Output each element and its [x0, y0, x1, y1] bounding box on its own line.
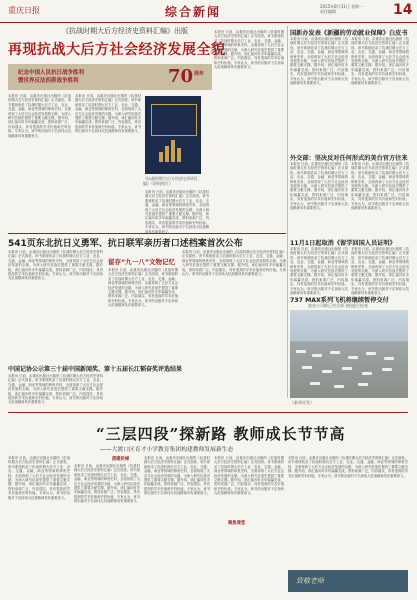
- banner-text: 纪念中国人民抗日战争胜利 暨世界反法西斯战争胜利: [18, 70, 85, 84]
- photo-credit: （新华社发）: [290, 400, 314, 405]
- right-item2-headline: 外交部：坚决反对任何形式的美台官方往来: [290, 155, 408, 162]
- right-item3-body-a: 本报讯 日前，由重庆出版社出版的《抗战时期大后方经济史资料汇编》正式面世。该书系统收录了抗战时期大后方工业、农业、交通、金融、商业等领域的珍贵史料，全面再现了大后方社会经济发展的全貌，为深入研究抗战史提供了重要文献支撑。据介绍，该汇编历时多年编纂完成，资料来源广泛，内容翔实，具有很高的学术价值和史料价值。专家认为，该书的出版对于弘扬伟大抗战精神具有重要意义。: [290, 247, 348, 296]
- lead-kicker: 《抗战时期大后方经济史资料汇编》出版: [62, 27, 188, 35]
- lead-body-col2: 本报讯 日前，由重庆出版社出版的《抗战时期大后方经济史资料汇编》正式面世。该书系统收录了抗战时期大后方工业、农业、交通、金融、商业等领域的珍贵史料，全面再现了大后方社会经济发展的全貌，为深入研究抗战史提供了重要文献支撑。据介绍，该汇编历时多年编纂完成，资料来源广泛，内容翔实，具有很高的学术价值和史料价值。专家认为，该书的出版对于弘扬伟大抗战精神具有重要意义。: [75, 94, 141, 134]
- paper-name: 重庆日报: [8, 6, 40, 15]
- right-item4-headline: 737 MAX系列飞机将继续暂停交付: [290, 297, 389, 304]
- article4-body: 本报讯 日前，由重庆出版社出版的《抗战时期大后方经济史资料汇编》正式面世。该书系统收录了抗战时期大后方工业、农业、交通、金融、商业等领域的珍贵史料，全面再现了大后方社会经济发展的全貌，为深入研究抗战史提供了重要文献支撑。据介绍，该汇编历时多年编纂完成，资料来源广泛，内容翔实，具有很高的学术价值和史料价值。专家认为，该书的出版对于弘扬伟大抗战精神具有重要意义。: [8, 374, 103, 405]
- column-rule: [287, 26, 288, 398]
- right-item2-body-a: 本报讯 日前，由重庆出版社出版的《抗战时期大后方经济史资料汇编》正式面世。该书系统收录了抗战时期大后方工业、农业、交通、金融、商业等领域的珍贵史料，全面再现了大后方社会经济发展的全貌，为深入研究抗战史提供了重要文献支撑。据介绍，该汇编历时多年编纂完成，资料来源广泛，内容翔实，具有很高的学术价值和史料价值。专家认为，该书的出版对于弘扬伟大抗战精神具有重要意义。: [290, 162, 348, 211]
- article4-headline: 中国记协公示第三十届中国新闻奖、第十五届长江韬奋奖评选结果: [8, 366, 183, 373]
- feature-divider: [8, 412, 408, 413]
- issue-date: 2015年8月31日 星期一 责任编辑: [320, 4, 364, 14]
- banner-number: 70: [168, 66, 194, 87]
- feature-body-col1: 本报讯 日前，由重庆出版社出版的《抗战时期大后方经济史资料汇编》正式面世。该书系统收录了抗战时期大后方工业、农业、交通、金融、商业等领域的珍贵史料，全面再现了大后方社会经济发展的全貌，为深入研究抗战史提供了重要文献支撑。据介绍，该汇编历时多年编纂完成，资料来源广泛，内容翔实，具有很高的学术价值和史料价值。专家认为，该书的出版对于弘扬伟大抗战精神具有重要意义。: [8, 456, 70, 500]
- divider: [8, 233, 286, 234]
- right-item4-subheadline: 波音公司称已对全部飞机进行检查: [308, 303, 368, 308]
- anniversary-banner: [8, 64, 212, 90]
- banner-suffix: 周年: [194, 71, 205, 77]
- footer-ad: [288, 570, 408, 592]
- lead-body-col4: 本报讯 日前，由重庆出版社出版的《抗战时期大后方经济史资料汇编》正式面世。该书系统收录了抗战时期大后方工业、农业、交通、金融、商业等领域的珍贵史料，全面再现了大后方社会经济发展的全貌，为深入研究抗战史提供了重要文献支撑。据介绍，该汇编历时多年编纂完成，资料来源广泛，内容翔实，具有很高的学术价值和史料价值。专家认为，该书的出版对于弘扬伟大抗战精神具有重要意义。: [214, 30, 284, 70]
- book-cover-image: [145, 96, 201, 174]
- article2-headline: 541页东北抗日义勇军、抗日联军亲历者口述档案首次公布: [8, 239, 243, 249]
- feature-subhead-2: 聚焦课堂: [228, 521, 246, 526]
- right-item3-headline: 11月1日起取消《留学回国人员证明》: [290, 240, 396, 247]
- right-item1-headline: 国新办发表《新疆的劳动就业保障》白皮书: [290, 30, 408, 37]
- right-item2-body-b: 本报讯 日前，由重庆出版社出版的《抗战时期大后方经济史资料汇编》正式面世。该书系统收录了抗战时期大后方工业、农业、交通、金融、商业等领域的珍贵史料，全面再现了大后方社会经济发展的全貌，为深入研究抗战史提供了重要文献支撑。据介绍，该汇编历时多年编纂完成，资料来源广泛，内容翔实，具有很高的学术价值和史料价值。专家认为，该书的出版对于弘扬伟大抗战精神具有重要意义。: [351, 162, 409, 211]
- masthead: [0, 0, 417, 23]
- right-item1-body-b: 本报讯 日前，由重庆出版社出版的《抗战时期大后方经济史资料汇编》正式面世。该书系统收录了抗战时期大后方工业、农业、交通、金融、商业等领域的珍贵史料，全面再现了大后方社会经济发展的全貌，为深入研究抗战史提供了重要文献支撑。据介绍，该汇编历时多年编纂完成，资料来源广泛，内容翔实，具有很高的学术价值和史料价值。专家认为，该书的出版对于弘扬伟大抗战精神具有重要意义。: [351, 37, 409, 86]
- parked-planes-photo: [290, 310, 408, 398]
- feature-body-col2: 本报讯 日前，由重庆出版社出版的《抗战时期大后方经济史资料汇编》正式面世。该书系统收录了抗战时期大后方工业、农业、交通、金融、商业等领域的珍贵史料，全面再现了大后方社会经济发展的全貌，为深入研究抗战史提供了重要文献支撑。据介绍，该汇编历时多年编纂完成，资料来源广泛，内容翔实，具有很高的学术价值和史料价值。专家认为，该书的出版对于弘扬伟大抗战精神具有重要意义。: [74, 464, 140, 504]
- section-title: 综合新闻: [165, 5, 222, 19]
- feature-body-col3: 本报讯 日前，由重庆出版社出版的《抗战时期大后方经济史资料汇编》正式面世。该书系统收录了抗战时期大后方工业、农业、交通、金融、商业等领域的珍贵史料，全面再现了大后方社会经济发展的全貌，为深入研究抗战史提供了重要文献支撑。据介绍，该汇编历时多年编纂完成，资料来源广泛，内容翔实，具有很高的学术价值和史料价值。专家认为，该书的出版对于弘扬伟大抗战精神具有重要意义。: [144, 456, 210, 496]
- article3-headline: 留存“九一八”文物记忆: [108, 258, 176, 266]
- lead-headline: 再现抗战大后方社会经济发展全貌: [8, 42, 226, 58]
- feature-body-col4: 本报讯 日前，由重庆出版社出版的《抗战时期大后方经济史资料汇编》正式面世。该书系统收录了抗战时期大后方工业、农业、交通、金融、商业等领域的珍贵史料，全面再现了大后方社会经济发展的全貌，为深入研究抗战史提供了重要文献支撑。据介绍，该汇编历时多年编纂完成，资料来源广泛，内容翔实，具有很高的学术价值和史料价值。专家认为，该书的出版对于弘扬伟大抗战精神具有重要意义。: [214, 456, 284, 496]
- lead-body-col3: 本报讯 日前，由重庆出版社出版的《抗战时期大后方经济史资料汇编》正式面世。该书系统收录了抗战时期大后方工业、农业、交通、金融、商业等领域的珍贵史料，全面再现了大后方社会经济发展的全貌，为深入研究抗战史提供了重要文献支撑。据介绍，该汇编历时多年编纂完成，资料来源广泛，内容翔实，具有很高的学术价值和史料价值。专家认为，该书的出版对于弘扬伟大抗战精神具有重要意义。: [145, 190, 209, 234]
- article3-body-col2: 本报讯 日前，由重庆出版社出版的《抗战时期大后方经济史资料汇编》正式面世。该书系统收录了抗战时期大后方工业、农业、交通、金融、商业等领域的珍贵史料，全面再现了大后方社会经济发展的全貌，为深入研究抗战史提供了重要文献支撑。据介绍，该汇编历时多年编纂完成，资料来源广泛，内容翔实，具有很高的学术价值和史料价值。专家认为，该书的出版对于弘扬伟大抗战精神具有重要意义。: [182, 250, 286, 277]
- lead-body-col1: 本报讯 日前，由重庆出版社出版的《抗战时期大后方经济史资料汇编》正式面世。该书系统收录了抗战时期大后方工业、农业、交通、金融、商业等领域的珍贵史料，全面再现了大后方社会经济发展的全貌，为深入研究抗战史提供了重要文献支撑。据介绍，该汇编历时多年编纂完成，资料来源广泛，内容翔实，具有很高的学术价值和史料价值。专家认为，该书的出版对于弘扬伟大抗战精神具有重要意义。: [8, 94, 71, 138]
- feature-subheadline: ——大渡口区育才小学教育集团构建教师发展新生态: [100, 447, 234, 453]
- feature-body-col5: 本报讯 日前，由重庆出版社出版的《抗战时期大后方经济史资料汇编》正式面世。该书系统收录了抗战时期大后方工业、农业、交通、金融、商业等领域的珍贵史料，全面再现了大后方社会经济发展的全貌，为深入研究抗战史提供了重要文献支撑。据介绍，该汇编历时多年编纂完成，资料来源广泛，内容翔实，具有很高的学术价值和史料价值。专家认为，该书的出版对于弘扬伟大抗战精神具有重要意义。: [288, 456, 408, 478]
- feature-subhead-1: 搭建阶梯: [112, 457, 130, 462]
- feature-headline: “三层四段”探新路 教师成长节节高: [96, 425, 346, 443]
- right-item1-body-a: 本报讯 日前，由重庆出版社出版的《抗战时期大后方经济史资料汇编》正式面世。该书系统收录了抗战时期大后方工业、农业、交通、金融、商业等领域的珍贵史料，全面再现了大后方社会经济发展的全貌，为深入研究抗战史提供了重要文献支撑。据介绍，该汇编历时多年编纂完成，资料来源广泛，内容翔实，具有很高的学术价值和史料价值。专家认为，该书的出版对于弘扬伟大抗战精神具有重要意义。: [290, 37, 348, 86]
- book-caption: 《抗战时期大后方经济史资料汇编》（资料图片）: [143, 176, 199, 186]
- article3-body-col1: 本报讯 日前，由重庆出版社出版的《抗战时期大后方经济史资料汇编》正式面世。该书系统收录了抗战时期大后方工业、农业、交通、金融、商业等领域的珍贵史料，全面再现了大后方社会经济发展的全貌，为深入研究抗战史提供了重要文献支撑。据介绍，该汇编历时多年编纂完成，资料来源广泛，内容翔实，具有很高的学术价值和史料价值。专家认为，该书的出版对于弘扬伟大抗战精神具有重要意义。: [108, 268, 178, 308]
- page-number: 14: [393, 2, 413, 18]
- right-item3-body-b: 本报讯 日前，由重庆出版社出版的《抗战时期大后方经济史资料汇编》正式面世。该书系统收录了抗战时期大后方工业、农业、交通、金融、商业等领域的珍贵史料，全面再现了大后方社会经济发展的全貌，为深入研究抗战史提供了重要文献支撑。据介绍，该汇编历时多年编纂完成，资料来源广泛，内容翔实，具有很高的学术价值和史料价值。专家认为，该书的出版对于弘扬伟大抗战精神具有重要意义。: [351, 247, 409, 296]
- article2-body: 本报讯 日前，由重庆出版社出版的《抗战时期大后方经济史资料汇编》正式面世。该书系统收录了抗战时期大后方工业、农业、交通、金融、商业等领域的珍贵史料，全面再现了大后方社会经济发展的全貌，为深入研究抗战史提供了重要文献支撑。据介绍，该汇编历时多年编纂完成，资料来源广泛，内容翔实，具有很高的学术价值和史料价值。专家认为，该书的出版对于弘扬伟大抗战精神具有重要意义。: [8, 250, 103, 281]
- ad-text: 致敬老师: [296, 577, 324, 585]
